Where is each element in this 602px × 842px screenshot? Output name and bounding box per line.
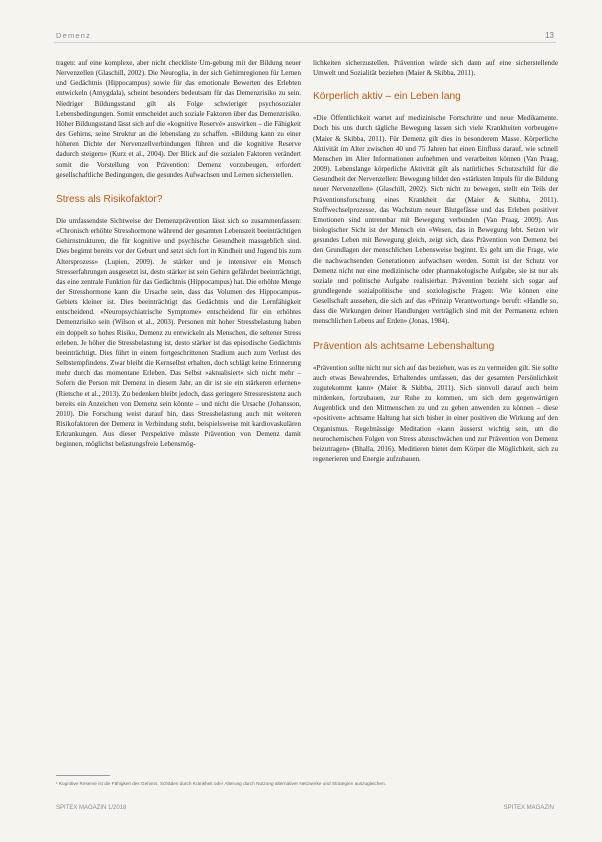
heading-stress: Stress als Risikofaktor? (56, 193, 163, 205)
footer-left: SPITEX MAGAZIN 1/2018 (56, 805, 127, 811)
header-rule (54, 42, 556, 43)
page-number: 13 (545, 31, 554, 40)
right-column (313, 58, 558, 464)
heading-active: Körperlich aktiv – ein Leben lang (313, 91, 461, 103)
running-head: Demenz (56, 31, 92, 40)
footer-right: SPITEX MAGAZIN (503, 805, 554, 811)
right-paragraph-3: «Prävention sollte nicht nur sich auf das beziehen, was es zu vermeiden gilt. Sie sollte auch etwas Bewahrendes, Erhaltendes umfassen, das der gesamten Persönlichkeit zugutekommt kann» (Maier & Skibba, 2011). Sich sinnvoll darauf auch beim mitdenken, fortzubauen, zur Ruhe zu kommen, um sich dem gegenwärtigen Augenblick und den Mitmenschen zu und zu gehen anwenden zu können – diese «positiven» achtsame Haltung hat sich bisher in einer positiven die Wirkung auf den Organismus. Regelmässige Meditation «kann äusserst wichtig sein, um die neurochemischen Folgen von Stress abzuschwächen und zur Prävention von Demenz beizutragen» (Bhalla, 2016). Meditieren bietet dem Körper die Möglichkeit, sich zu regenerieren und Energie aufzubauen. (313, 363, 558, 463)
footnote-rule (56, 775, 110, 776)
left-paragraph-1: tragen: auf eine komplexe, aber nicht checkliste Um-gebung mit der Bildung neuer Nervenzellen (Glaschill, 2002). Die Neuroglia, in der sich Gehirnregionen für Lernen und Gedächtnis (Hippocampus) sowie für das emotionale Bewerten des Erlebten entwickeln (Amygdala), scheint besonders bedeutsam für das Demenzrisiko zu sein. Niedriger Bildungsstand gilt als Folge schwieriger psychosozialer Lebensbedingungen. Somit entscheidet auch soziale Faktoren über das Demenzrisiko. Höher Bildungsstand lässt sich auf die «kognitive Reservé» auswirken – die Fähigkeit des Gehirns, seine Struktur an die lebenslang zu schaffen. «Bildung kann zu einer höheren Dichte der Nervenzellverbindungen führen und die kognitive Reserve dadurch steigern» (Kurz et al., 2004). Der Blick auf die sozialen Faktoren verändert somit die Vorstellung von Prävention: Demenz vorzubeugen, erfordert gesellschaftliche Bedingungen, die gesundes Aufwachsen und Lernen sicherstellen. (56, 59, 301, 179)
right-paragraph-2: «Die Öffentlichkeit wartet auf medizinische Fortschritte und neue Medikamente. Doch bis uns durch tägliche Bewegung lassen sich viele Krankheiten vorbeugen» (Maier & Skibba, 2011). Für Demenz gilt dies in besonderem Masse. Körperliche Aktivität im Alter zwischen 40 und 75 Jahren hat einen Einfluss darauf, wie schnell Menschen im Alter Informationen aufnehmen und verarbeiten können (Van Praag, 2009). Lebenslange körperliche Aktivität gilt als natürliches Schutzschild für die Gesundheit der Nervenzellen: Bewegung bildet den «stärksten Impuls für die Bildung neuer Nervenzellen» (Glaschill, 2002). Sich nicht zu bewegen, stellt ein Teils der Präventionsforschung eines Krankheit dar (Maier & Skibba, 2011). Stoffwechselprozesse, das Wachstum neuer Blutgefässe und das Erleben positiver Emotionen sind untrennbar mit Bewegung verbunden (Van Praag, 2009). Aus biologischer Sicht ist der Mensch ein «Wesen, das in Bewegung lebt. Setzen wir gesundes Leben mit Bewegung gleich, zeigt sich, dass Prävention von Demenz bei den Grundlagen der menschlichen Lebensweise beginnt. Es geht um die Frage, wie die nachwachsenden Generationen aufwachsen werden. Somit ist der Schutz vor Demenz nicht nur eine medizinische oder pharmakologische Aufgabe, sie ist nur als soziale und politische Aufgabe realisierbar. Prävention bezieht sich sogar auf grundlegende sozialpolitische und soziologische Fragen: Wie können eine Gesellschaft aussehen, die sich auf das «Prinzip Verantwortung» beruft: «Handle so, dass die Wirkungen deiner Handlungen verträglich sind mit der Permanenz echten menschlichen Lebens auf Erden» (Jonas, 1984). (313, 114, 558, 326)
left-column (56, 58, 301, 449)
heading-prevention: Prävention als achtsame Lebenshaltung (313, 340, 495, 352)
left-paragraph-2: Die umfassendste Sichtweise der Demenzprävention lässt sich so zusammenfassen: «Chronisch erhöhte Stresshormone während der gesamten Lebenszeit beeinträchtigen Gehirnstrukturen, die für kognitive und psychische Gesundheit massgeblich sind. Dies beginnt bereits vor der Geburt und setzt sich fort in Kindheit und Jugend bis zum Altersprozess» (Lupien, 2009). Je stärker und je intensiver ein Mensch Stresserfahrungen ausgesetzt ist, desto stärker ist sein Gehirn gefährdet beeinträchtigt, das eine zentrale Funktion für das Gedächtnis (Hippocampus) hat. Die erhöhte Menge der Stresshormone kann die Ursache sein, dass das Volumen des Hippocampus-Gebiets kleiner ist. Dies beeinträchtigt das Gedächtnis und die Lernfähigkeit entscheidend. «Neuropsychiatrische Symptome» entscheidend für ein erhöhtes Demenzrisiko sein (Wilson et al., 2003). Personen mit hoher Stressbelastung haben ein doppelt so hohes Risiko, Demenz zu entwickeln als Menschen, die seltener Stress erleben. Je höher die Stressbelastung ist, desto stärker ist das episodische Gedächtnis beeinträchtigt. Dies führt in einem fortgeschrittenen Stadium auch zum Verlust des Selbstempfindens. Zwar bleibt die Kernselbst erhalten, doch schlägt keine Erinnerung mehr durch das momentane Erleben. Das Selbst »aktualisiert« sich nicht mehr – Sofern die Person mit Demenz in diesem Jahr, an dir ist sie ein stärkeren erlernen» (Rietsche et al., 2013). Zu bedenken bleibt jedoch, dass geringere Stressresistenz auch bereits ein Anzeichen von Demenz sein könnte – und nicht die Ursache (Johansson, 2010). Die Forschung weist darauf hin, dass Stressbelastung auch mit weiteren Risikofaktoren der Demenz in Verbindung steht, beispielsweise mit kardiovaskulären Erkrankungen. Aus dieser Perspektive müsste Prävention von Demenz damit beginnen, möglichst belastungsfreie Lebensmög- (56, 216, 301, 449)
footnote: ¹ Kognitive Reserve ist die Fähigkeit des Gehirns, Schäden durch Krankheit oder Alterung durch Nutzung alternativer Netzwerke und Strategien auszugleichen. (56, 781, 386, 786)
right-paragraph-1: lichkeiten sicherzustellen. Prävention würde sich dann auf eine sicherstellende Umwelt und Sozialität beziehen (Maier & Skibba, 2011). (313, 59, 558, 78)
